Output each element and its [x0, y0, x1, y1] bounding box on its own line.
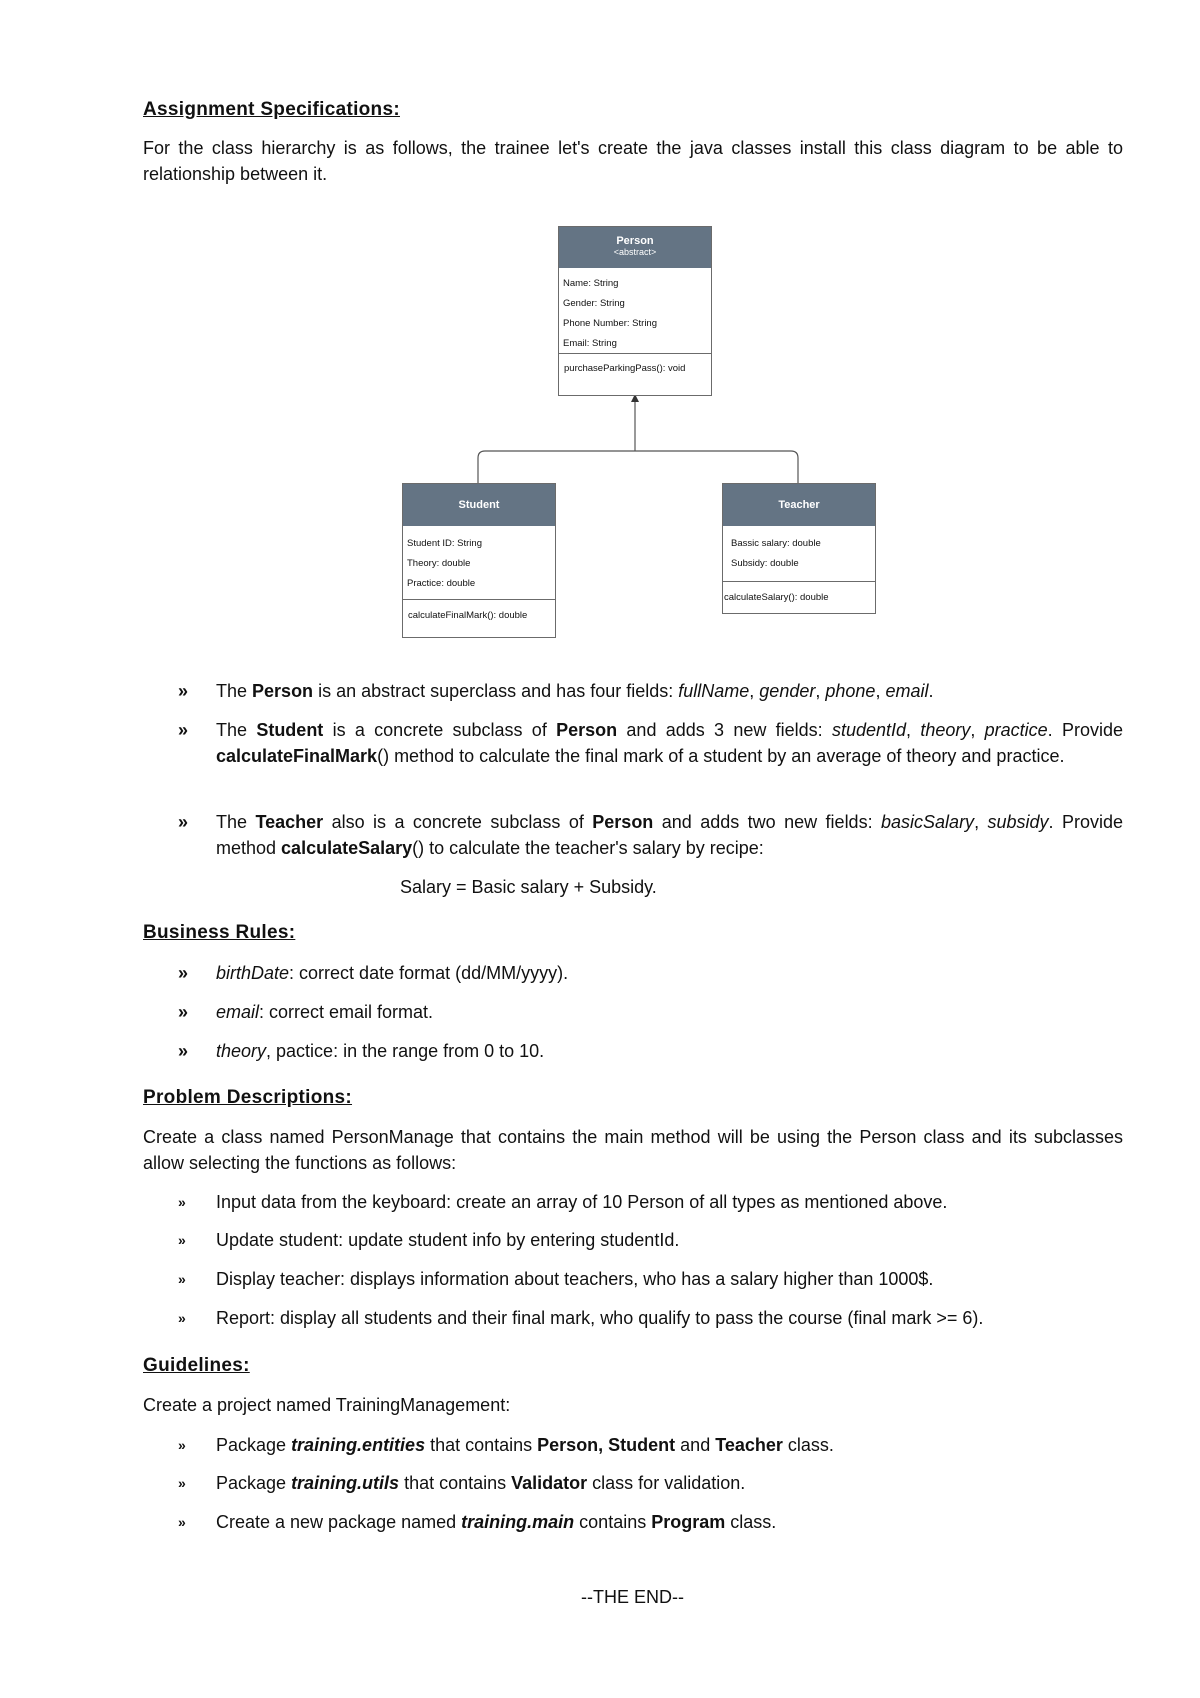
spec-bullet-teacher — [178, 809, 1123, 861]
assignment-heading: Assignment Specifications: — [143, 99, 400, 120]
bullet-marker: » — [178, 1310, 186, 1326]
person-class-header — [559, 227, 711, 268]
student-field: Theory: double — [407, 558, 471, 569]
teacher-class-header — [723, 484, 875, 526]
text-run: . Provide — [1047, 720, 1123, 740]
function-text: Display teacher: displays information about teachers, who has a salary higher than 1000$. — [216, 1269, 934, 1289]
text-run: , — [974, 812, 988, 832]
text-run: training.utils — [291, 1473, 400, 1493]
text-run: class for validation. — [587, 1473, 746, 1493]
text-run: studentId — [831, 720, 907, 740]
text-run: phone — [825, 681, 876, 701]
business-rules-heading: Business Rules: — [143, 922, 296, 943]
text-run: also is a concrete subclass of — [323, 812, 593, 832]
bullet-marker: » — [178, 1194, 186, 1210]
text-run: contains — [574, 1512, 652, 1532]
student-method: calculateFinalMark(): double — [408, 610, 528, 621]
function-item — [178, 1266, 1123, 1292]
bullet-marker: » — [178, 812, 189, 832]
text-run: , pactice: in the range from 0 to 10. — [266, 1041, 545, 1061]
text-run: Package — [216, 1473, 292, 1493]
bullet-marker: » — [178, 1514, 186, 1530]
text-run: gender — [759, 681, 816, 701]
text-run: : correct email format. — [259, 1002, 434, 1022]
text-run: that contains — [399, 1473, 512, 1493]
text-run: theory — [920, 720, 971, 740]
connector-to-student — [478, 451, 798, 483]
spec-bullet-student — [178, 717, 1123, 769]
teacher-class-name: Teacher — [778, 499, 820, 511]
text-run: birthDate — [216, 963, 290, 983]
bullet-marker: » — [178, 963, 189, 983]
student-class-header — [403, 484, 555, 526]
rule-item — [178, 999, 1123, 1025]
text-run: The — [216, 681, 253, 701]
text-run: email — [885, 681, 929, 701]
person-class-box — [558, 226, 712, 396]
text-run: calculateSalary — [281, 838, 413, 858]
text-run: . Provide method — [216, 812, 1123, 858]
student-field: Practice: double — [407, 578, 476, 589]
text-run: training.main — [461, 1512, 575, 1532]
text-run: The — [216, 720, 257, 740]
text-run: Person — [252, 681, 314, 701]
text-run: is an abstract superclass and has four fields: — [313, 681, 679, 701]
rule-item — [178, 960, 1123, 986]
text-run: training.entities — [291, 1435, 426, 1455]
document-footer: --THE END-- — [581, 1587, 684, 1607]
text-run: Student — [256, 720, 324, 740]
spec-bullet-person — [178, 678, 1123, 704]
text-run: email — [216, 1002, 260, 1022]
text-run: is a concrete subclass of — [323, 720, 557, 740]
student-class-name: Student — [458, 499, 500, 511]
text-run: fullName — [678, 681, 750, 701]
person-method: purchaseParkingPass(): void — [564, 363, 686, 374]
function-text: Report: display all students and their final mark, who qualify to pass the course (final mark >= 6). — [216, 1308, 984, 1328]
teacher-field: Bassic salary: double — [731, 538, 821, 549]
guidelines-heading: Guidelines: — [143, 1355, 250, 1376]
person-field: Email: String — [563, 338, 617, 349]
text-run: Program — [651, 1512, 726, 1532]
student-field: Student ID: String — [407, 538, 482, 549]
function-text: Input data from the keyboard: create an array of 10 Person of all types as mentioned above. — [216, 1192, 948, 1212]
person-field: Gender: String — [563, 298, 625, 309]
text-run: Teacher — [255, 812, 324, 832]
function-item — [178, 1305, 1123, 1331]
text-run: () to calculate the teacher's salary by recipe: — [412, 838, 764, 858]
text-run: , — [875, 681, 886, 701]
text-run: , — [749, 681, 760, 701]
text-run: subsidy — [987, 812, 1049, 832]
text-run: Teacher — [715, 1435, 783, 1455]
text-run: basicSalary — [881, 812, 975, 832]
text-run: and — [675, 1435, 716, 1455]
bullet-marker: » — [178, 1271, 186, 1287]
bullet-marker: » — [178, 1041, 189, 1061]
person-field: Name: String — [563, 278, 619, 289]
text-run: Validator — [511, 1473, 588, 1493]
person-field: Phone Number: String — [563, 318, 657, 329]
text-run: theory — [216, 1041, 267, 1061]
guidelines-intro: Create a project named TrainingManagement: — [143, 1395, 511, 1415]
function-text: Update student: update student info by entering studentId. — [216, 1230, 680, 1250]
assignment-intro: For the class hierarchy is as follows, the trainee let's create the java classes install this class diagram to be able to relationship between it. — [143, 138, 1123, 184]
person-class-name: Person — [616, 235, 654, 247]
text-run: . — [928, 681, 934, 701]
bullet-marker: » — [178, 720, 189, 740]
text-run: The — [216, 812, 256, 832]
function-item — [178, 1227, 1123, 1253]
text-run: practice — [984, 720, 1048, 740]
text-run: () method to calculate the final mark of a student by an average of theory and practice. — [377, 746, 1065, 766]
student-class-box — [402, 483, 556, 638]
teacher-field: Subsidy: double — [731, 558, 799, 569]
bullet-marker: » — [178, 1002, 189, 1022]
guideline-item — [178, 1432, 1123, 1458]
teacher-class-box — [722, 483, 876, 614]
text-run: that contains — [425, 1435, 538, 1455]
teacher-method: calculateSalary(): double — [724, 592, 829, 603]
text-run: Person — [556, 720, 618, 740]
guideline-item — [178, 1509, 1123, 1535]
text-run: Package — [216, 1435, 292, 1455]
problem-intro: Create a class named PersonManage that contains the main method will be using the Person class and its subclasses allow selecting the functions as follows: — [143, 1127, 1123, 1173]
text-run: , — [970, 720, 985, 740]
text-run: , — [815, 681, 826, 701]
text-run: and adds 3 new fields: — [617, 720, 832, 740]
function-item — [178, 1189, 1123, 1215]
salary-formula: Salary = Basic salary + Subsidy. — [400, 877, 657, 897]
person-stereotype: <abstract> — [613, 247, 657, 257]
text-run: , — [906, 720, 921, 740]
text-run: Person, Student — [537, 1435, 676, 1455]
text-run: and adds two new fields: — [653, 812, 882, 832]
text-run: calculateFinalMark — [216, 746, 378, 766]
text-run: class. — [725, 1512, 777, 1532]
text-run: : correct date format (dd/MM/yyyy). — [289, 963, 569, 983]
bullet-marker: » — [178, 1475, 186, 1491]
rule-item — [178, 1038, 1123, 1064]
text-run: class. — [782, 1435, 834, 1455]
bullet-marker: » — [178, 1437, 186, 1453]
text-run: Create a new package named — [216, 1512, 462, 1532]
bullet-marker: » — [178, 681, 189, 701]
guideline-item — [178, 1470, 1123, 1496]
bullet-marker: » — [178, 1232, 186, 1248]
text-run: Person — [592, 812, 654, 832]
problem-heading: Problem Descriptions: — [143, 1087, 353, 1108]
